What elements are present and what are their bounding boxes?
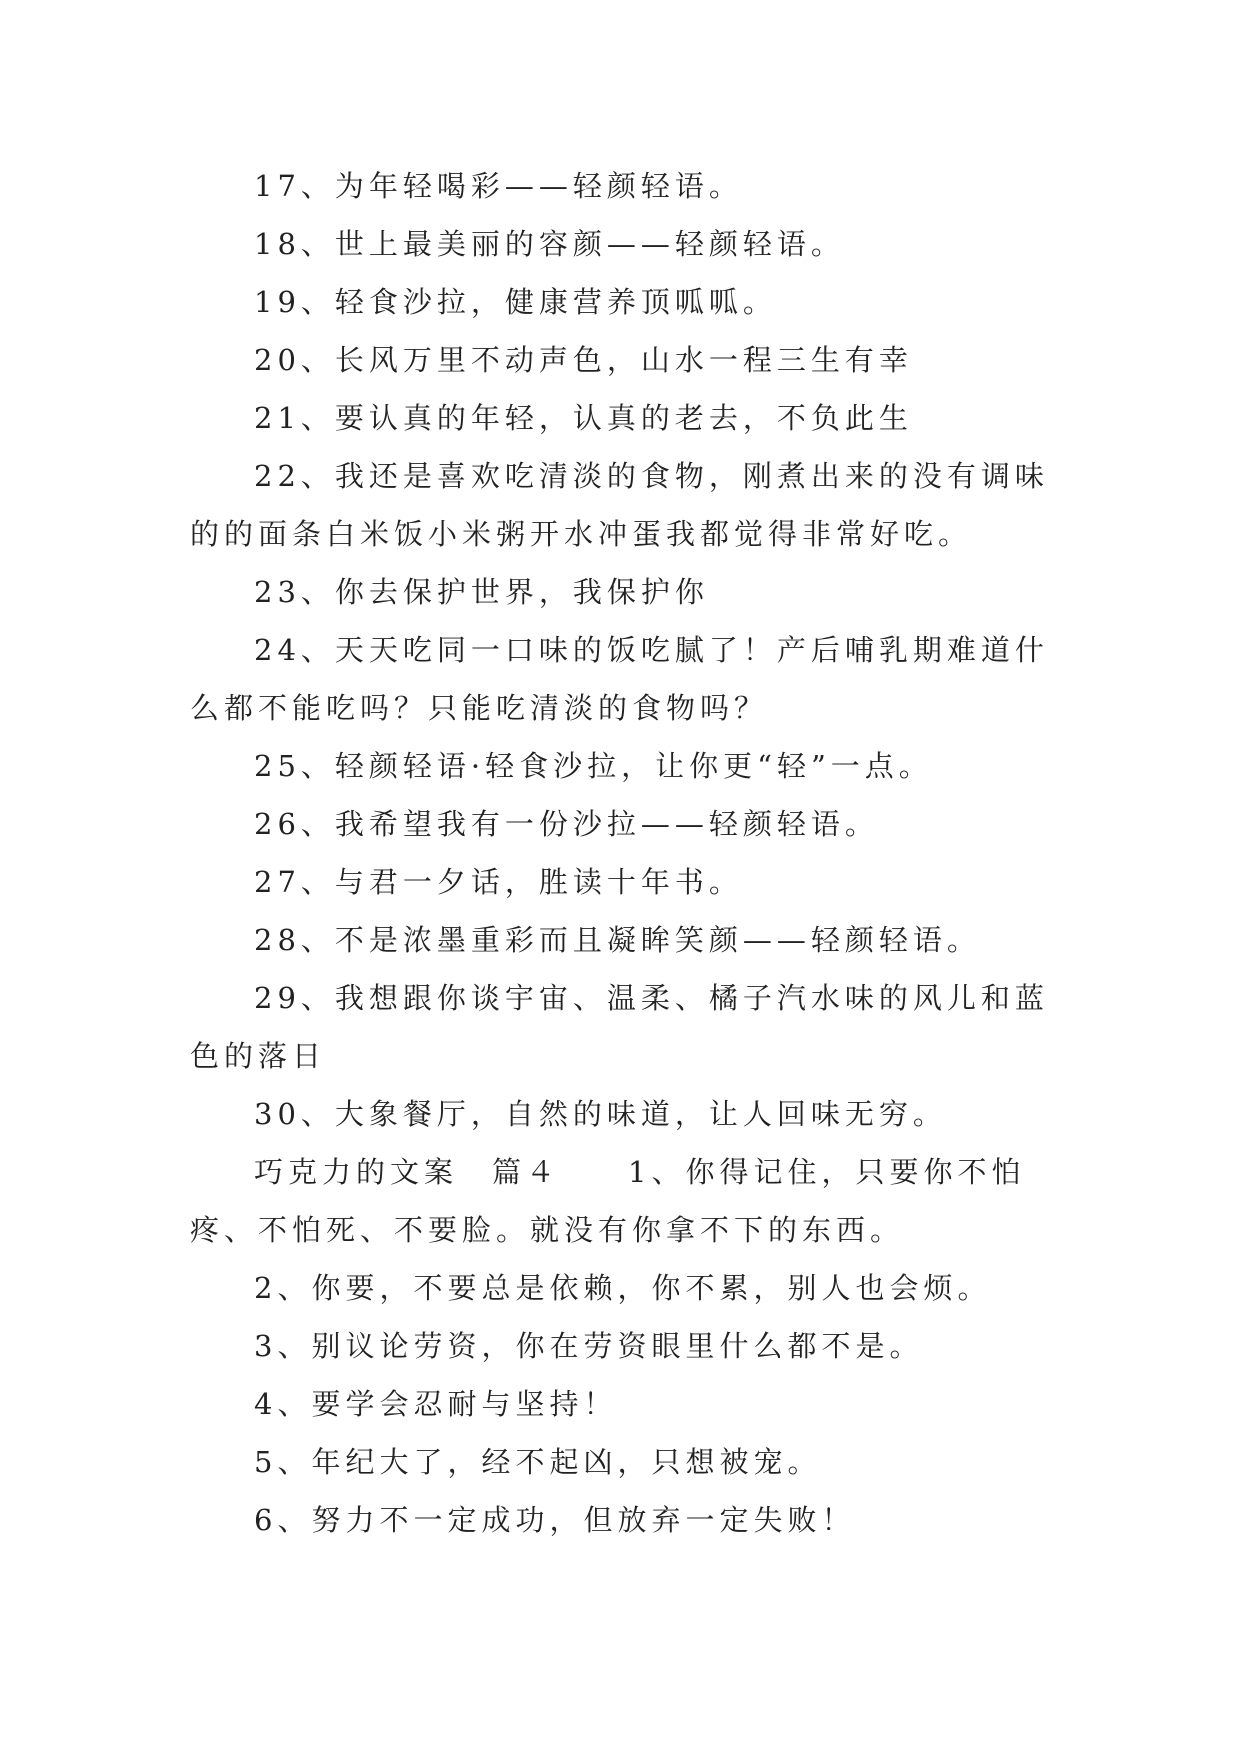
paragraph: 24、天天吃同一口味的饭吃腻了！产后哺乳期难道什么都不能吃吗？只能吃清淡的食物吗？ <box>190 633 1049 725</box>
paragraph: 3、别议论劳资，你在劳资眼里什么都不是。 <box>254 1329 924 1363</box>
paragraph: 2、你要，不要总是依赖，你不累，别人也会烦。 <box>254 1271 992 1305</box>
paragraph: 17、为年轻喝彩——轻颜轻语。 <box>254 169 743 203</box>
paragraph: 26、我希望我有一份沙拉——轻颜轻语。 <box>254 807 879 841</box>
paragraph: 4、要学会忍耐与坚持！ <box>254 1387 618 1421</box>
paragraph: 28、不是浓墨重彩而且凝眸笑颜——轻颜轻语。 <box>254 923 981 957</box>
paragraph: 27、与君一夕话，胜读十年书。 <box>254 865 743 899</box>
paragraph: 23、你去保护世界，我保护你 <box>254 575 709 609</box>
paragraph: 21、要认真的年轻，认真的老去，不负此生 <box>254 401 913 435</box>
document-body <box>190 157 1050 1549</box>
paragraph: 30、大象餐厅，自然的味道，让人回味无穷。 <box>254 1097 947 1131</box>
paragraph: 22、我还是喜欢吃清淡的食物，刚煮出来的没有调味的的面条白米饭小米粥开水冲蛋我都觉得非常好吃。 <box>190 459 1049 551</box>
paragraph: 5、年纪大了，经不起凶，只想被宠。 <box>254 1445 822 1479</box>
paragraph: 20、长风万里不动声色，山水一程三生有幸 <box>254 343 913 377</box>
paragraph: 6、努力不一定成功，但放弃一定失败！ <box>254 1503 856 1537</box>
paragraph: 19、轻食沙拉，健康营养顶呱呱。 <box>254 285 777 319</box>
paragraph: 18、世上最美丽的容颜——轻颜轻语。 <box>254 227 845 261</box>
paragraph: 29、我想跟你谈宇宙、温柔、橘子汽水味的风儿和蓝色的落日 <box>190 981 1049 1073</box>
paragraph: 25、轻颜轻语·轻食沙拉，让你更“轻”一点。 <box>254 749 933 783</box>
paragraph: 巧克力的文案 篇４ 1、你得记住，只要你不怕疼、不怕死、不要脸。就没有你拿不下的东西。 <box>190 1155 1026 1247</box>
